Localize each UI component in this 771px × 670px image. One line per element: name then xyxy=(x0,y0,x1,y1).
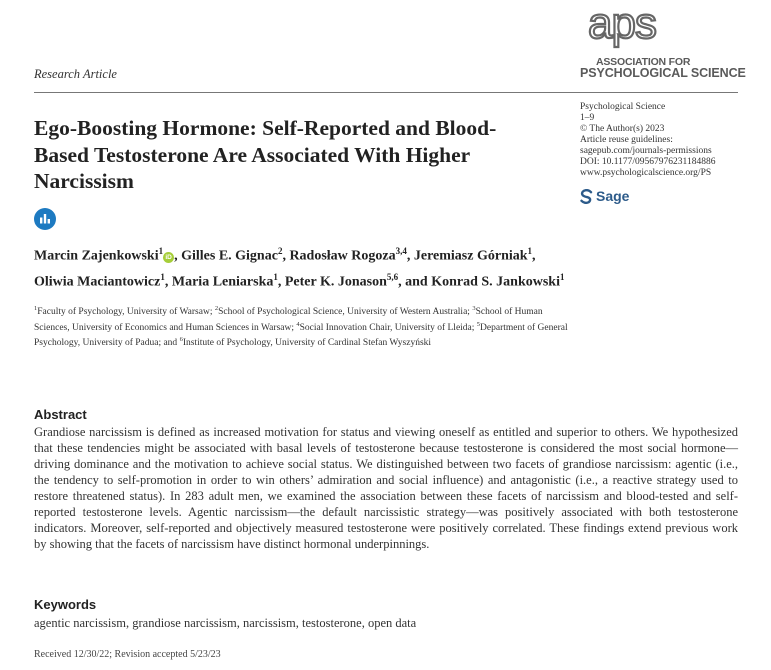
abstract-text: Grandiose narcissism is defined as increased motivation for status and viewing oneself as entitled and superior to others. We hypothesized that these tendencies might be associated with basal levels of testosterone because testosterone is considered the most social hormone—driving dominance and the motivation to achieve social status. We distinguished between two facets of grandiose narcissism: agentic (i.e., the tendency to self-promotion in order to win others’ admiration and social influence) and antagonistic (i.e., a reactive strategy used to restore threatened status). In 283 adult men, we examined the association between these facets of narcissism and blood-tested and self-reported testosterone levels. Agentic narcissism—the default narcissistic strategy—was positively associated with both testosterone indicators. Moreover, self-reported and objectively measured testosterone were positively correlated. These findings extend previous work by showing that the facets of narcissism have distinct hormonal underpinnings. xyxy=(34,425,738,551)
affiliation-marker: 5 xyxy=(476,320,481,328)
author-separator: , xyxy=(164,274,172,290)
aps-wordmark-line1: ASSOCIATION FOR xyxy=(596,56,691,68)
affiliation-text: Social Innovation Chair, University of Lleida; xyxy=(299,322,477,333)
open-access-chart-icon[interactable] xyxy=(34,208,56,230)
journal-meta-line: Psychological Science xyxy=(580,102,666,112)
journal-meta-line[interactable]: sagepub.com/journals-permissions xyxy=(580,146,712,156)
author-affiliation-marker: 1 xyxy=(527,246,533,256)
author-separator: , xyxy=(277,274,285,290)
affiliation-text: Institute of Psychology, University of Cardinal Stefan Wyszyński xyxy=(182,338,432,349)
author-list xyxy=(34,241,574,292)
journal-meta xyxy=(580,102,715,179)
received-dates: Received 12/30/22; Revision accepted 5/23/23 xyxy=(34,649,221,660)
aps-wordmark-line2: PSYCHOLOGICAL SCIENCE xyxy=(580,66,746,80)
author-affiliation-marker: 1 xyxy=(560,271,565,282)
author-affiliation-marker: 1 xyxy=(273,271,278,282)
journal-meta-line: Article reuse guidelines: xyxy=(580,135,673,145)
author-affiliation-marker: 1 xyxy=(160,271,165,282)
article-title: Ego-Boosting Hormone: Self-Reported and Blood-Based Testosterone Are Associated With Higher Narcissism xyxy=(34,116,497,193)
journal-meta-line: 1–9 xyxy=(580,113,595,123)
journal-meta-line: © The Author(s) 2023 xyxy=(580,124,665,134)
affiliation-marker: 4 xyxy=(296,320,300,328)
author-name: Konrad S. Jankowski xyxy=(431,274,560,290)
author-affiliation-marker: 2 xyxy=(277,246,283,256)
author-separator: , xyxy=(282,248,290,264)
author-separator: , xyxy=(532,248,536,264)
affiliation-text: School of Human Sciences, University of Economics and Human Sciences in Warsaw; xyxy=(34,307,543,333)
affiliation-marker: 2 xyxy=(214,305,219,312)
author-affiliation-marker: 1 xyxy=(158,246,164,256)
aps-wordmark xyxy=(580,57,746,79)
author-name: Radosław Rogoza xyxy=(289,248,396,264)
author-name: Peter K. Jonason xyxy=(284,274,387,290)
header-rule xyxy=(34,92,738,93)
affiliation-marker: 1 xyxy=(34,305,38,312)
keywords-text: agentic narcissism, grandiose narcissism, narcissism, testosterone, open data xyxy=(34,616,417,630)
author-separator: , xyxy=(406,248,414,264)
author-name: Jeremiasz Górniak xyxy=(413,248,528,264)
affiliations xyxy=(34,303,574,350)
author-affiliation-marker: 5,6 xyxy=(386,271,399,282)
author-name: Oliwia Maciantowicz xyxy=(34,274,161,290)
sage-logo xyxy=(580,188,629,204)
aps-logo xyxy=(588,4,683,52)
abstract-heading: Abstract xyxy=(34,407,87,422)
author-name: Gilles E. Gignac xyxy=(181,248,278,264)
sage-logo-icon xyxy=(580,189,593,204)
svg-text:aps: aps xyxy=(588,4,656,48)
author-separator: , xyxy=(174,248,182,264)
sage-logo-text: Sage xyxy=(596,188,630,204)
author-name: Marcin Zajenkowski xyxy=(34,248,159,264)
author-affiliation-marker: 3,4 xyxy=(395,246,407,256)
keywords-heading: Keywords xyxy=(34,597,97,612)
article-type-label: Research Article xyxy=(34,67,117,81)
journal-meta-line[interactable]: www.psychologicalscience.org/PS xyxy=(580,168,712,178)
author-separator: , and xyxy=(398,274,432,290)
affiliation-text: School of Psychological Science, University of Western Australia; xyxy=(218,307,473,318)
affiliation-marker: 6 xyxy=(179,336,183,344)
author-name: Maria Leniarska xyxy=(171,274,274,290)
journal-meta-line[interactable]: DOI: 10.1177/09567976231184886 xyxy=(580,157,716,167)
orcid-icon[interactable]: iD xyxy=(163,252,174,263)
affiliation-text: Department of General Psychology, University of Padua; and xyxy=(34,322,568,349)
affiliation-text: Faculty of Psychology, University of Warsaw; xyxy=(37,307,215,318)
affiliation-marker: 3 xyxy=(472,305,476,312)
